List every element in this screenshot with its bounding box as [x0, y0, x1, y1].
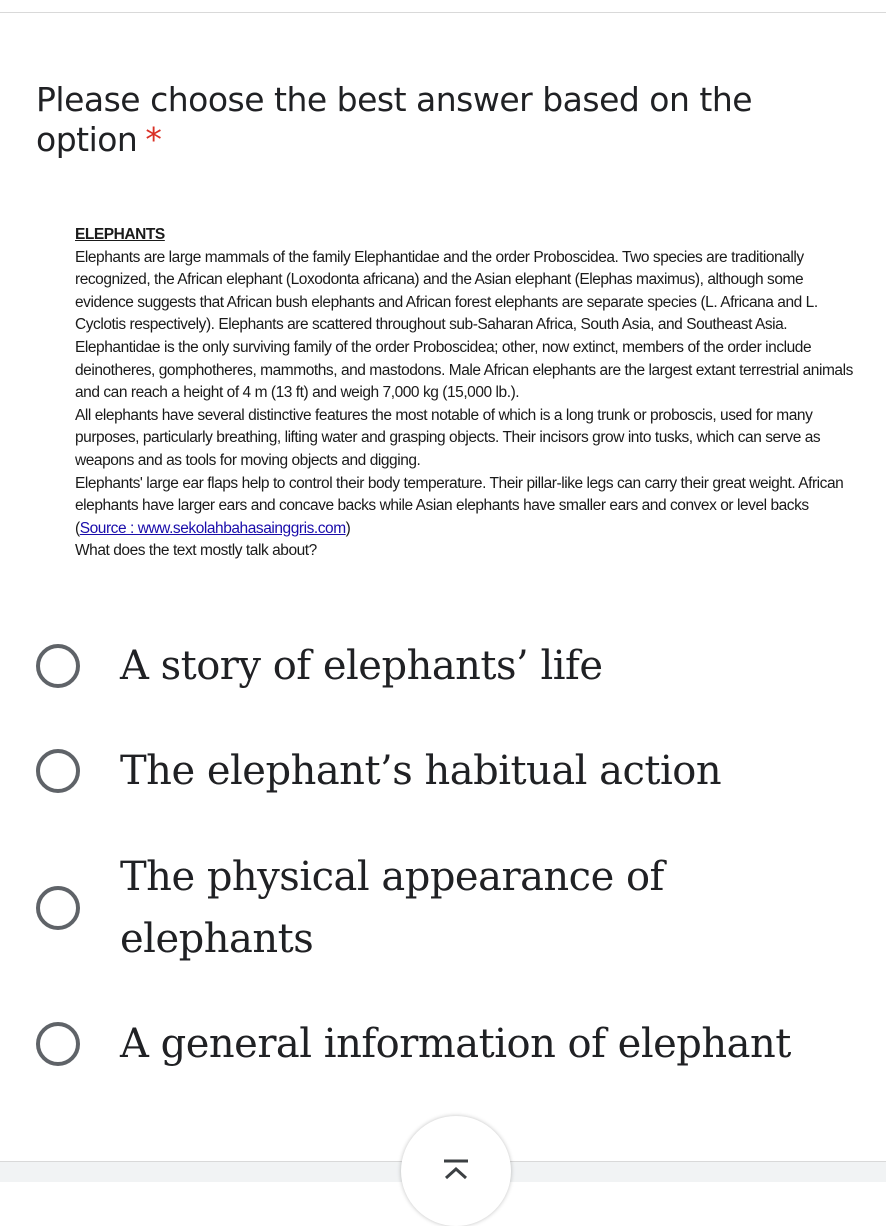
- option-1[interactable]: [36, 635, 603, 697]
- passage-paragraph-3: Elephants' large ear flaps help to control their body temperature. Their pillar-like legs can carry their great weight. African elephants have larger ears and concave backs while Asian elephants have smaller ears and convex or level backs: [75, 474, 844, 515]
- question-text: Please choose the best answer based on the option: [36, 80, 753, 159]
- question-title: [36, 80, 856, 159]
- passage-prompt: What does the text mostly talk about?: [75, 542, 317, 560]
- passage-heading: ELEPHANTS: [75, 226, 165, 243]
- passage-source: (Source : www.sekolahbahasainggris.com): [75, 519, 351, 537]
- required-asterisk: *: [145, 119, 162, 159]
- radio-button[interactable]: [36, 644, 80, 688]
- passage-paragraph-2: All elephants have several distinctive features the most notable of which is a long trunk or proboscis, used for many purposes, particularly breathing, lifting water and grasping objects. Their incisors grow into tusks, which can serve as weapons and as tools for moving objects and digging.: [75, 406, 821, 469]
- passage-image: [75, 224, 865, 563]
- passage-paragraph-1: Elephants are large mammals of the family Elephantidae and the order Proboscidea. Two species are traditionally recognized, the African elephant (Loxodonta africana) and the Asian elephant (Elephas maximus), although some evidence suggests that African bush elephants and African forest elephants are separate species (L. Africana and L. Cyclotis respectively). Elephants are scattered throughout sub-Saharan Africa, South Asia, and Southeast Asia. Elephantidae is the only surviving family of the order Proboscidea; other, now extinct, members of the order include deinotheres, gomphotheres, mammoths, and mastodons. Male African elephants are the largest extant terrestrial animals and can reach a height of 4 m (13 ft) and weigh 7,000 kg (15,000 lb.).: [75, 248, 853, 402]
- source-link[interactable]: Source : www.sekolahbahasainggris.com: [79, 519, 346, 537]
- option-2[interactable]: [36, 740, 721, 802]
- radio-button[interactable]: [36, 886, 80, 930]
- option-label: A general information of elephant: [120, 1021, 791, 1067]
- option-label: The elephant’s habitual action: [120, 748, 722, 794]
- scroll-to-top-button[interactable]: [401, 1116, 511, 1226]
- option-4[interactable]: [36, 1013, 791, 1075]
- scroll-to-top-icon: [441, 1158, 471, 1188]
- radio-button[interactable]: [36, 749, 80, 793]
- option-3[interactable]: [36, 846, 720, 970]
- top-divider: [0, 0, 886, 13]
- option-label: The physical appearance of elephants: [120, 854, 664, 962]
- option-label: A story of elephants’ life: [120, 643, 603, 689]
- radio-button[interactable]: [36, 1022, 80, 1066]
